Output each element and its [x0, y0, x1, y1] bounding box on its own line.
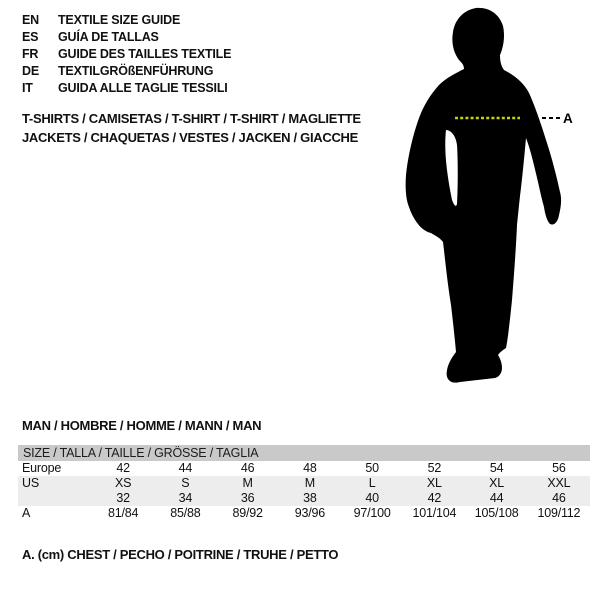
size-table: [18, 445, 590, 521]
size-cell: 56: [552, 461, 566, 475]
language-row: [22, 46, 231, 63]
size-cell: 54: [489, 461, 504, 475]
size-cell: 42: [427, 491, 442, 505]
language-code: ES: [22, 30, 39, 44]
size-cell: 32: [116, 491, 130, 505]
category-line-tshirts: T-SHIRTS / CAMISETAS / T-SHIRT / T-SHIRT / MAGLIETTE: [22, 111, 361, 126]
man-silhouette: [406, 8, 561, 383]
size-cell: 48: [303, 461, 317, 475]
language-label: TEXTILGRÖßENFÜHRUNG: [58, 64, 214, 78]
size-cell: 34: [178, 491, 193, 505]
size-cell: 46: [240, 461, 255, 475]
table-row-chest-cm: [18, 506, 590, 521]
size-cell: XL: [489, 476, 505, 490]
size-cell: 105/108: [474, 506, 519, 520]
size-cell: 97/100: [353, 506, 391, 520]
size-cell: 40: [365, 491, 379, 505]
size-cell: 38: [303, 491, 317, 505]
measurement-label-a: A: [563, 111, 573, 126]
man-figure: [400, 0, 600, 400]
language-code: EN: [22, 13, 39, 27]
language-label: GUÍA DE TALLAS: [58, 30, 159, 44]
row-label: [18, 491, 92, 506]
measurement-footnote: A. (cm) CHEST / PECHO / POITRINE / TRUHE / PETTO: [22, 547, 339, 562]
language-row: [22, 29, 231, 46]
size-cell: 85/88: [170, 506, 201, 520]
language-label: TEXTILE SIZE GUIDE: [58, 13, 181, 27]
size-cell: XL: [426, 476, 442, 490]
size-cell: 44: [489, 491, 504, 505]
size-cell: 101/104: [412, 506, 457, 520]
size-cell: S: [181, 476, 190, 490]
size-cell: L: [368, 476, 376, 490]
size-cell: 50: [365, 461, 379, 475]
category-line-jackets: JACKETS / CHAQUETAS / VESTES / JACKEN / GIACCHE: [22, 130, 358, 145]
table-row-us-letters: [18, 476, 590, 491]
language-label: GUIDA ALLE TAGLIE TESSILI: [58, 81, 228, 95]
table-row-europe: [18, 461, 590, 476]
table-row-us-numbers: [18, 491, 590, 506]
row-label: Europe: [22, 461, 62, 475]
size-cell: XS: [114, 476, 132, 490]
size-cell: 109/112: [537, 506, 581, 520]
category-lines: [22, 109, 361, 147]
size-table-header: SIZE / TALLA / TAILLE / GRÖSSE / TAGLIA: [18, 445, 590, 461]
section-title-man: MAN / HOMBRE / HOMME / MANN / MAN: [22, 418, 262, 433]
size-cell: 44: [178, 461, 193, 475]
size-cell: XXL: [547, 476, 571, 490]
size-cell: 42: [116, 461, 130, 475]
language-row: [22, 63, 231, 80]
size-cell: 93/96: [294, 506, 326, 520]
language-row: [22, 80, 231, 97]
size-cell: 81/84: [107, 506, 139, 520]
size-cell: M: [304, 476, 315, 490]
language-label: GUIDE DES TAILLES TEXTILE: [58, 47, 232, 61]
size-cell: 89/92: [232, 506, 263, 520]
size-cell: 52: [427, 461, 442, 475]
size-cell: M: [242, 476, 253, 490]
language-code: FR: [22, 47, 39, 61]
language-row: [22, 12, 231, 29]
row-label: A: [22, 506, 31, 520]
language-code: DE: [22, 64, 39, 78]
language-code: IT: [22, 81, 33, 95]
row-label: US: [22, 476, 39, 490]
language-list: [22, 12, 231, 97]
size-cell: 36: [240, 491, 255, 505]
size-cell: 46: [552, 491, 566, 505]
